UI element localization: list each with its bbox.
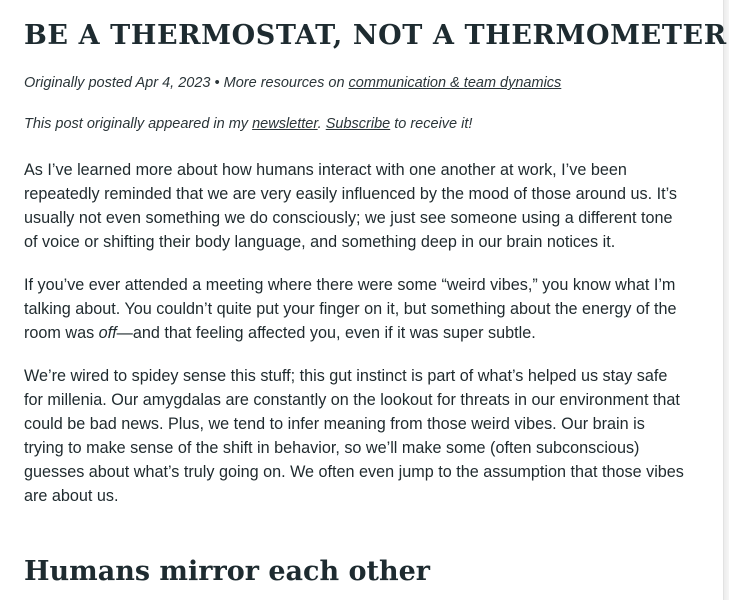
post-date: Apr 4, 2023	[135, 75, 211, 91]
newsletter-note	[24, 113, 472, 135]
section-heading: Humans mirror each other	[24, 556, 431, 587]
paragraph-2-text-before: If you’ve ever attended a meeting where there were some “weird vibes,” you know what I’m talking about. You couldn’t quite put your finger on it, but something about the energy of the room was	[24, 276, 677, 342]
resources-prefix: More resources on	[223, 75, 345, 91]
note-suffix: to receive it!	[394, 116, 473, 132]
paragraph-2-text-after: —and that feeling affected you, even if it was super subtle.	[116, 324, 536, 342]
note-prefix: This post originally appeared in my	[24, 116, 249, 132]
paragraph-2	[24, 273, 684, 345]
topic-link[interactable]: communication & team dynamics	[348, 75, 562, 91]
post-meta	[24, 72, 561, 94]
paragraph-2-emphasis: off	[98, 324, 117, 342]
newsletter-link[interactable]: newsletter	[252, 116, 318, 132]
article-title: BE A THERMOSTAT, NOT A THERMOMETER	[24, 20, 727, 51]
meta-separator: •	[214, 75, 220, 91]
subscribe-link[interactable]: Subscribe	[325, 116, 391, 132]
paragraph-1: As I’ve learned more about how humans interact with one another at work, I’ve been repeatedly reminded that we are very easily influenced by the mood of those around us. It’s usually not even something we do consciously; we just see someone using a different tone of voice or shifting their body language, and something deep in our brain notices it.	[24, 161, 677, 251]
paragraph-3: We’re wired to spidey sense this stuff; this gut instinct is part of what’s helped us stay safe for millenia. Our amygdalas are constantly on the lookout for threats in our environment that could be bad news. Plus, we tend to infer meaning from those weird vibes. Our brain is trying to make sense of the shift in behavior, so we’ll make some (often subconscious) guesses about what’s truly going on. We often even jump to the assumption that those vibes are about us.	[24, 367, 684, 505]
posted-prefix: Originally posted	[24, 75, 132, 91]
note-dot: .	[317, 116, 322, 132]
page-edge-shadow	[723, 0, 729, 600]
